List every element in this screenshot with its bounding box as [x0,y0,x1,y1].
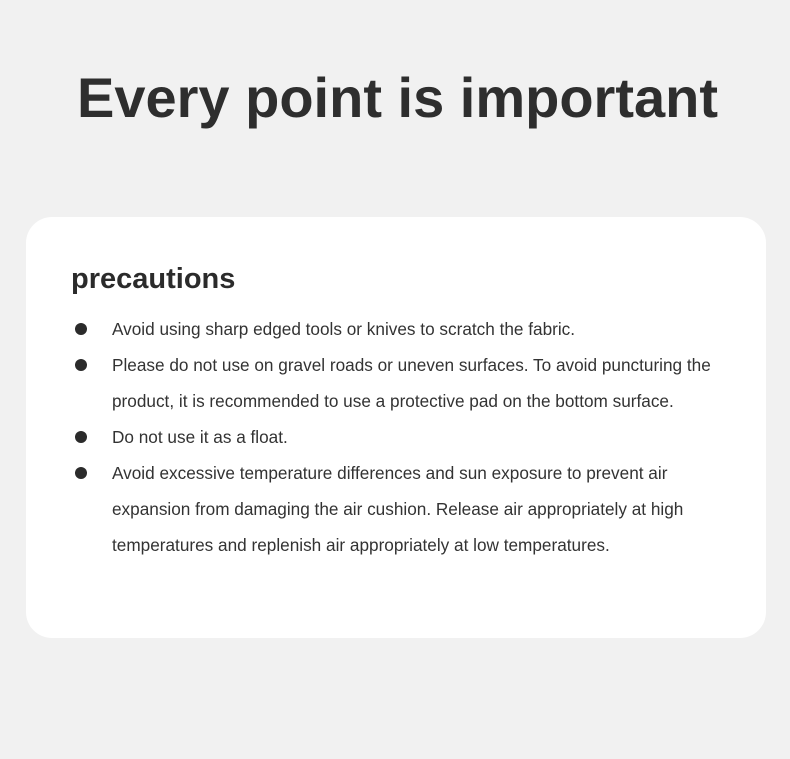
list-item-text: Avoid excessive temperature differences and sun exposure to prevent air expansion from damaging the air cushion. Release air appropriately at high temperatures and replenish air appropriately at low temperatures. [112,463,684,555]
section-title: precautions [71,263,236,295]
page-title: Every point is important [77,66,718,129]
bullet-dot-icon [75,431,87,443]
bullet-dot-icon [75,323,87,335]
list-item [71,347,731,419]
list-item-text: Avoid using sharp edged tools or knives to scratch the fabric. [112,319,576,339]
list-item [71,455,731,563]
precautions-card [26,217,766,638]
list-item-text: Do not use it as a float. [112,427,288,447]
list-item [71,311,731,347]
list-item [71,419,731,455]
bullet-dot-icon [75,467,87,479]
list-item-text: Please do not use on gravel roads or uneven surfaces. To avoid puncturing the product, it is recommended to use a protective pad on the bottom surface. [112,355,711,411]
bullet-dot-icon [75,359,87,371]
precautions-list [71,311,731,563]
